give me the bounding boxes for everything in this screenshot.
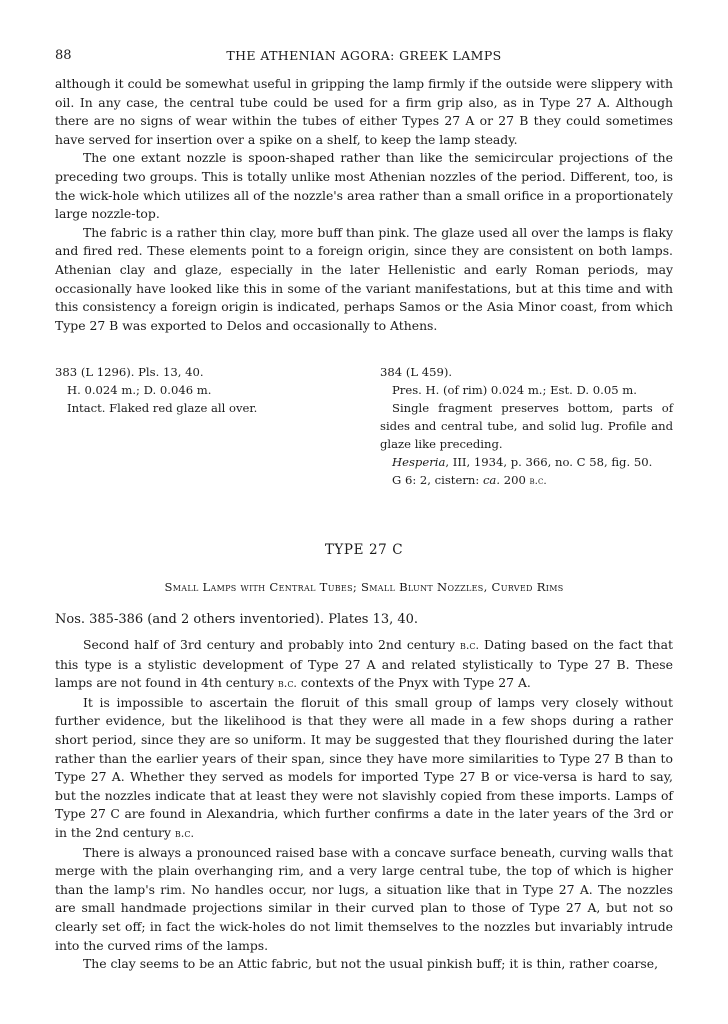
- era-abbrev: b.c.: [459, 639, 480, 652]
- catalog-heading: 384 (L 459).: [380, 365, 453, 379]
- paragraph: [55, 694, 673, 844]
- paragraph: [55, 636, 673, 694]
- catalog-description: Intact. Flaked red glaze all over.: [67, 401, 258, 415]
- catalog-numbers-line: Nos. 385-386 (and 2 others inventoried). Plates 13, 40.: [55, 612, 419, 627]
- intro-text: [55, 75, 673, 335]
- running-title: THE ATHENIAN AGORA: GREEK LAMPS: [226, 48, 502, 63]
- paragraph: The one extant nozzle is spoon-shaped rather than like the semicircular projections of the preceding two groups. This is totally unlike most Athenian nozzles of the period. Different, too, is the wick-hole which utilizes all of the nozzle's area rather than a small orifice in a proportionately large nozzle-top.: [55, 150, 673, 222]
- paragraph: There is always a pronounced raised base with a concave surface beneath, curving walls that merge with the plain overhanging rim, and a very large central tube, the top of which is higher than the lamp's rim. No handles occur, nor lugs, a situation like that in Type 27 A. The nozzles are small handmade projections similar in their curved plan to those of Type 27 A, but not so clearly set off; in fact the wick-holes do not limit themselves to the nozzles but invariably intrude into the curved rims of the lamps.: [55, 844, 673, 953]
- catalog-entry-384: [380, 363, 673, 490]
- section-heading: TYPE 27 C: [324, 542, 404, 558]
- journal-title: Hesperia: [392, 455, 446, 469]
- catalog-heading: 383 (L 1296). Pls. 13, 40.: [55, 365, 204, 379]
- text-run: contexts of the Pnyx with Type 27 A.: [296, 675, 531, 691]
- text-run: It is impossible to ascertain the floruit of this small group of lamps very closely without further evidence, but the likelihood is that they were all made in a few shops during a rather short period, since they are so uniform. It may be suggested that they flourished during the later rather than the earlier years of their span, since they have more similarities to Type 27 B than to Type 27 A. Whether they served as models for imported Type 27 B or vice-versa is hard to say, but the nozzles indicate that at least they were not slavishly copied from these imports. Lamps of Type 27 C are found in Alexandria, which further confirms a date in the later years of the 3rd or in the 2nd century: [55, 694, 673, 840]
- context-date: 200: [500, 473, 530, 487]
- era-abbrev: b.c.: [174, 826, 195, 840]
- paragraph: The fabric is a rather thin clay, more buff than pink. The glaze used all over the lamps is flaky and fired red. These elements point to a foreign origin, since they are consistent on both lamps. Athenian clay and glaze, especially in the later Hellenistic and early Roman periods, may occasionally have looked like this in some of the variant manifestations, but at this time and with this consistency a foreign origin is indicated, perhaps Samos or the Asia Minor coast, from which Type 27 B was exported to Delos and occasionally to Athens.: [55, 224, 673, 333]
- catalog-entry-383: [55, 363, 345, 417]
- text-run: Second half of 3rd century and probably into 2nd century: [83, 637, 460, 652]
- context-deposit: G 6: 2, cistern:: [392, 473, 483, 487]
- section-subheading: Small Lamps with Central Tubes; Small Blunt Nozzles, Curved Rims: [164, 580, 564, 594]
- era-abbrev: b.c.: [277, 677, 297, 691]
- catalog-context: [380, 471, 673, 490]
- circa-abbrev: ca.: [482, 473, 501, 487]
- paragraph: although it could be somewhat useful in gripping the lamp firmly if the outside were slippery with oil. In any case, the central tube could be used for a firm grip also, as in Type 27 A. Although there are no signs of wear within the tubes of either Types 27 A or 27 B they could sometimes have served for insertion over a spike on a shelf, to keep the lamp steady.: [55, 76, 673, 147]
- era-abbrev: b.c.: [529, 475, 547, 487]
- catalog-description: Single fragment preserves bottom, parts of sides and central tube, and solid lug. Profile and glaze like preceding.: [380, 401, 673, 451]
- catalog-reference: [380, 453, 673, 471]
- catalog-dimensions: H. 0.024 m.; D. 0.046 m.: [67, 383, 212, 397]
- reference-details: , III, 1934, p. 366, no. C 58, fig. 50.: [445, 455, 653, 469]
- page-header: [55, 48, 673, 68]
- catalog-dimensions: Pres. H. (of rim) 0.024 m.; Est. D. 0.05 m.: [392, 383, 637, 397]
- text-run: Dating based on the fact that this type is a stylistic development of Type 27 A and related stylistically to Type 27 B. These lamps are not found in 4th century: [55, 637, 673, 691]
- paragraph: The clay seems to be an Attic fabric, but not the usual pinkish buff; it is thin, rather coarse,: [83, 956, 659, 972]
- type-discussion: [55, 636, 673, 974]
- page-number: 88: [55, 48, 72, 63]
